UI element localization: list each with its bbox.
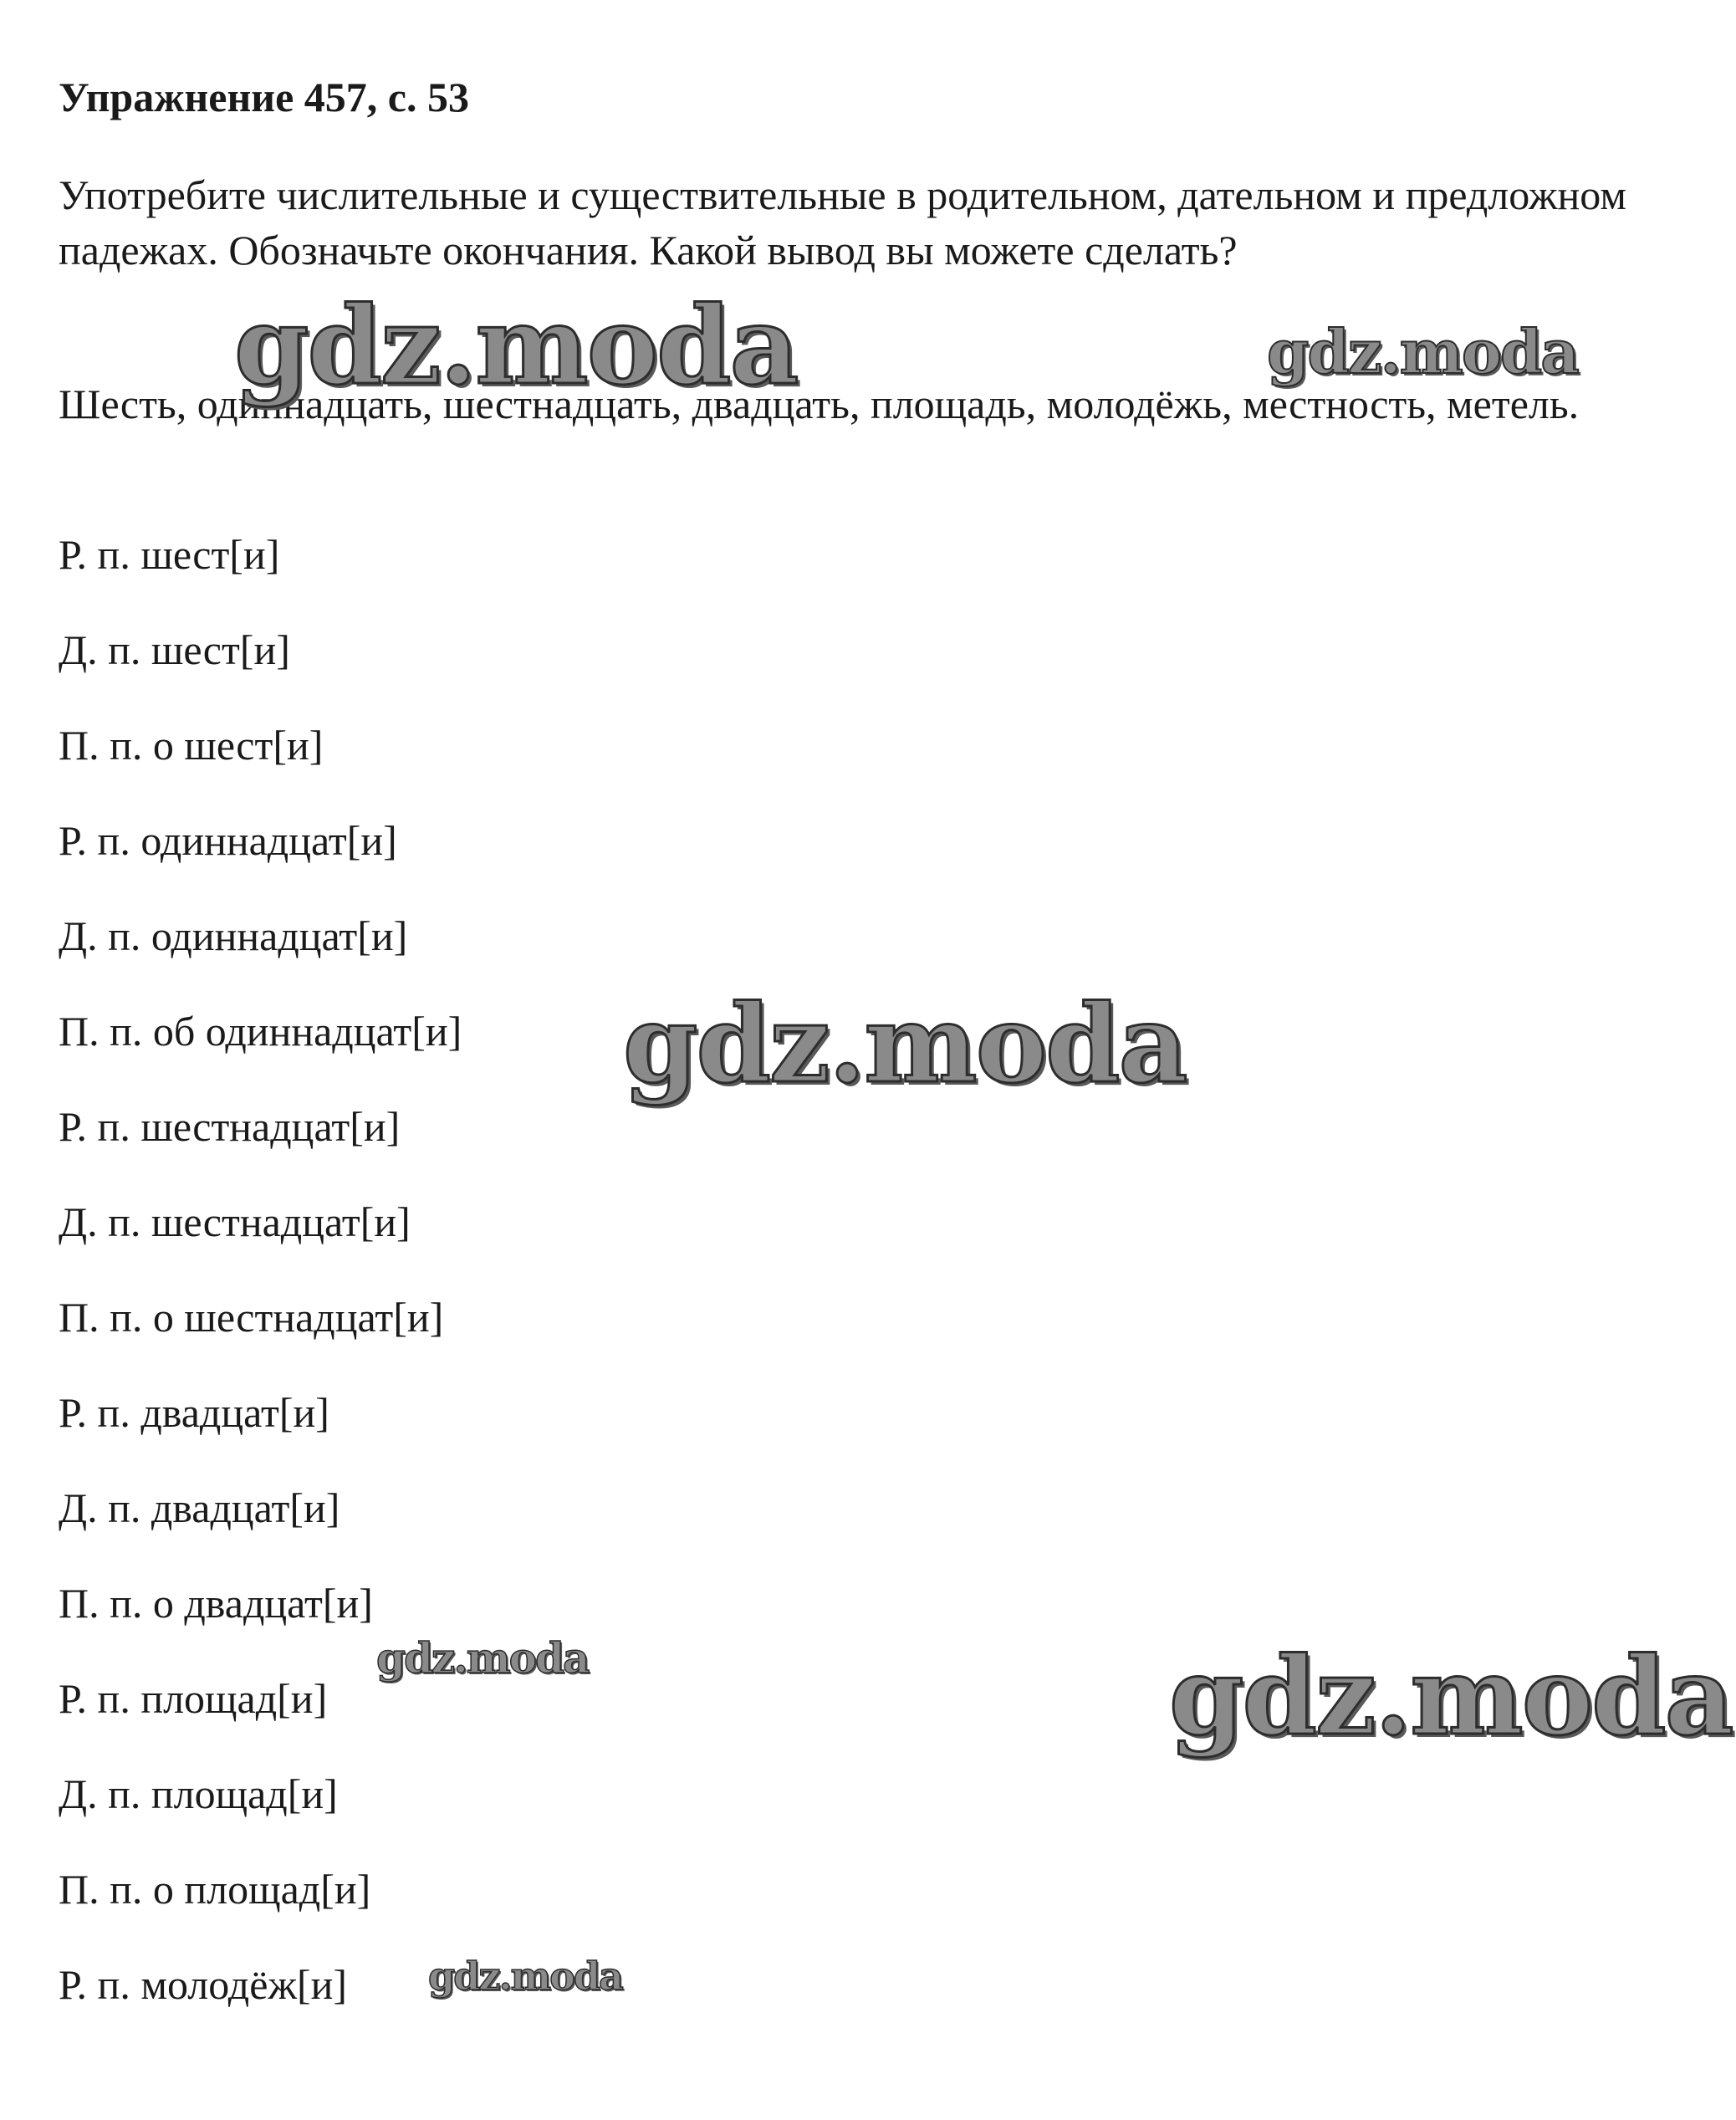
case-form-line: П. п. о шестнадцат[и] [59, 1294, 444, 1341]
case-form-line: Д. п. шест[и] [59, 626, 290, 673]
case-form-line: Д. п. одиннадцат[и] [59, 912, 408, 959]
word-list: Шесть, одиннадцать, шестнадцать, двадцать, площадь, молодёжь, местность, метель. [59, 381, 1580, 427]
watermark: gdz.moda [376, 1633, 589, 1683]
case-form-line: Р. п. молодёж[и] [59, 1961, 348, 2008]
watermark: gdz.moda [428, 1954, 622, 1999]
exercise-title: Упражнение 457, с. 53 [59, 74, 469, 120]
case-forms-list [59, 527, 462, 2052]
case-form-line: Д. п. площад[и] [59, 1770, 338, 1817]
case-form-line: Д. п. двадцат[и] [59, 1484, 340, 1531]
case-form-line: Р. п. шестнадцат[и] [59, 1103, 401, 1150]
case-form-line: Р. п. шест[и] [59, 531, 280, 578]
case-form-line: Р. п. одиннадцат[и] [59, 817, 397, 864]
case-form-line: П. п. о площад[и] [59, 1866, 371, 1913]
case-form-line: П. п. об одиннадцат[и] [59, 1008, 462, 1055]
watermark: gdz.moda [1169, 1634, 1733, 1760]
case-form-line: П. п. о шест[и] [59, 722, 324, 769]
case-form-line: Р. п. площад[и] [59, 1675, 328, 1722]
case-form-line: Р. п. двадцат[и] [59, 1389, 329, 1436]
case-form-line: П. п. о двадцат[и] [59, 1580, 373, 1627]
exercise-task: Употребите числительные и существительные в родительном, дательном и предложном падежах. Обозначьте окончания. Какой вывод вы можете сделать? [59, 171, 1626, 273]
case-form-line: Д. п. шестнадцат[и] [59, 1198, 411, 1245]
watermark: gdz.moda [1267, 316, 1578, 387]
watermark: gdz.moda [234, 284, 798, 409]
watermark: gdz.moda [623, 982, 1187, 1107]
